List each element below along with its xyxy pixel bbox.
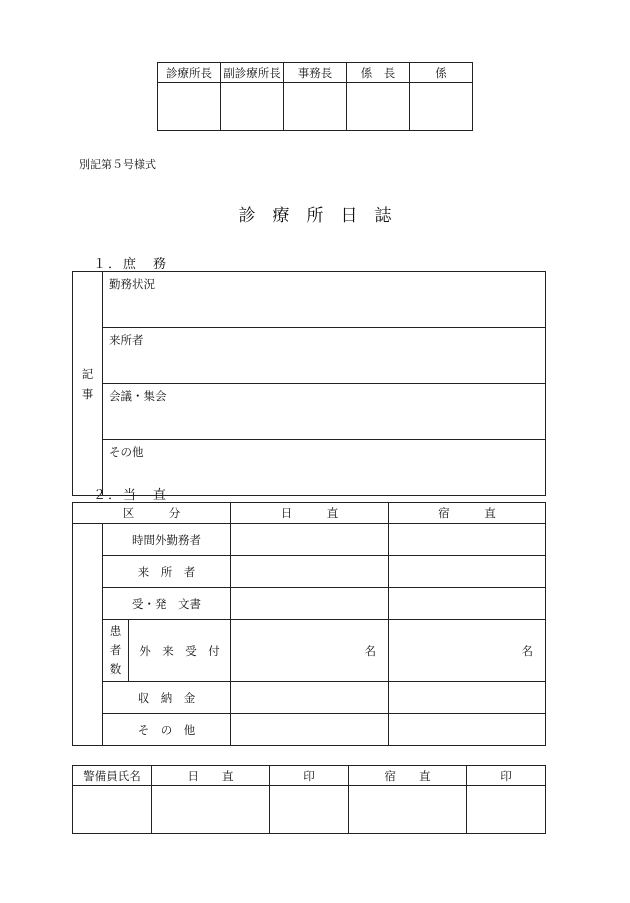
header-guard-seal-2: 印: [467, 766, 546, 786]
header-guard-seal-1: 印: [270, 766, 349, 786]
stamp-box[interactable]: [158, 83, 221, 131]
stamp-header-staff: 係: [410, 63, 473, 83]
guard-cell[interactable]: [349, 786, 467, 834]
night-cell[interactable]: [389, 682, 546, 714]
header-guard-day: 日 直: [152, 766, 270, 786]
header-day-duty: 日 直: [231, 503, 389, 524]
night-cell[interactable]: [389, 714, 546, 746]
attendance-status-field[interactable]: [103, 272, 546, 328]
unit-label: 名: [521, 643, 533, 658]
stamp-header-vice-director: 副診療所長: [221, 63, 284, 83]
page-title: 診療所日誌: [238, 206, 409, 226]
row-documents: 受・発 文書: [103, 588, 231, 620]
row-label: その他: [109, 445, 144, 459]
visitors-field[interactable]: [103, 328, 546, 384]
other-field[interactable]: [103, 440, 546, 496]
stamp-box[interactable]: [221, 83, 284, 131]
night-cell[interactable]: [389, 588, 546, 620]
stamp-header-section-chief: 係 長: [347, 63, 410, 83]
unit-label: 名: [364, 643, 376, 658]
category-blank: [73, 524, 103, 746]
guard-table: [72, 765, 546, 834]
guard-cell[interactable]: [467, 786, 546, 834]
stamp-box[interactable]: [347, 83, 410, 131]
day-cell[interactable]: [231, 556, 389, 588]
section-general-heading: １．庶 務: [93, 257, 169, 272]
patients-label-char: 者: [109, 643, 122, 657]
day-cell[interactable]: [231, 588, 389, 620]
row-receipts: 収 納 金: [103, 682, 231, 714]
section-duty-heading: ２．当 直: [93, 488, 169, 503]
header-guard-night: 宿 直: [349, 766, 467, 786]
guard-cell[interactable]: [73, 786, 152, 834]
day-cell[interactable]: [231, 682, 389, 714]
form-number: 別記第５号様式: [79, 158, 156, 171]
row-label: 会議・集会: [109, 389, 167, 403]
stamp-box[interactable]: [410, 83, 473, 131]
meetings-field[interactable]: [103, 384, 546, 440]
records-label-char: 記: [81, 366, 94, 381]
row-outpatient: 外 来 受 付: [129, 620, 231, 682]
patients-label-char: 数: [109, 662, 122, 676]
guard-cell[interactable]: [152, 786, 270, 834]
stamp-header-office-manager: 事務長: [284, 63, 347, 83]
stamp-box[interactable]: [284, 83, 347, 131]
night-patient-count[interactable]: [389, 620, 546, 682]
records-label-char: 事: [81, 386, 94, 401]
row-label: 勤務状況: [109, 277, 155, 291]
stamp-header-director: 診療所長: [158, 63, 221, 83]
guard-cell[interactable]: [270, 786, 349, 834]
header-night-duty: 宿 直: [389, 503, 546, 524]
approval-stamp-table: [157, 62, 473, 131]
row-overtime: 時間外勤務者: [103, 524, 231, 556]
general-affairs-table: [72, 271, 546, 496]
duty-table: [72, 502, 546, 746]
header-guard-name: 警備員氏名: [73, 766, 152, 786]
night-cell[interactable]: [389, 556, 546, 588]
records-label: [73, 272, 103, 496]
day-cell[interactable]: [231, 524, 389, 556]
day-cell[interactable]: [231, 714, 389, 746]
patients-label-char: 患: [109, 624, 122, 638]
row-other: そ の 他: [103, 714, 231, 746]
header-category: 区 分: [73, 503, 231, 524]
row-visitors: 来 所 者: [103, 556, 231, 588]
patients-label: [103, 620, 129, 682]
night-cell[interactable]: [389, 524, 546, 556]
row-label: 来所者: [109, 333, 144, 347]
day-patient-count[interactable]: [231, 620, 389, 682]
